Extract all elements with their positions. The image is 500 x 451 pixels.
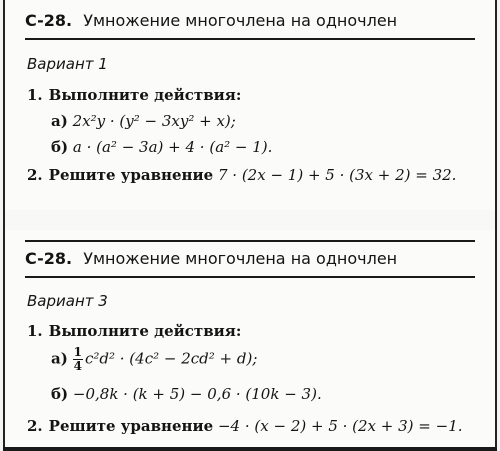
task-1-item-b [51, 385, 322, 403]
section-divider-gap [5, 210, 495, 230]
item-expression: c²d² · (4c² − 2cd² + d); [84, 349, 258, 368]
item-label: а) [51, 112, 68, 130]
item-expression: −0,8k · (k + 5) − 0,6 · (10k − 3). [72, 385, 322, 403]
section-title: Умножение многочлена на одночлен [83, 11, 398, 30]
variant-3-section [5, 230, 495, 451]
task-2 [27, 166, 456, 184]
task-expression: 7 · (2x − 1) + 5 · (3x + 2) = 32. [217, 166, 457, 184]
fraction [73, 346, 83, 373]
task-1-item-a [51, 112, 236, 130]
variant-label: Вариант 3 [27, 292, 108, 310]
section-title: Умножение многочлена на одночлен [83, 249, 398, 268]
task-number: 1. [27, 86, 43, 104]
task-1 [27, 322, 241, 340]
fraction-denominator: 4 [73, 359, 82, 373]
fraction-numerator: 1 [73, 345, 82, 359]
section-header [25, 4, 475, 40]
task-instruction: Решите уравнение [48, 166, 214, 184]
worksheet-page [3, 0, 497, 451]
item-expression: 2x²y · (y² − 3xy² + x); [72, 112, 236, 130]
task-1 [27, 86, 241, 104]
task-instruction: Выполните действия: [48, 322, 242, 340]
section-code: C-28. [25, 11, 73, 30]
task-number: 1. [27, 322, 43, 340]
task-1-item-a [51, 346, 257, 373]
task-expression: −4 · (x − 2) + 5 · (2x + 3) = −1. [217, 417, 463, 435]
section-header [25, 240, 475, 278]
task-instruction: Решите уравнение [48, 417, 214, 435]
item-expression: a · (a² − 3a) + 4 · (a² − 1). [72, 138, 273, 156]
task-2 [27, 417, 463, 435]
variant-1-section [5, 0, 495, 210]
item-label: б) [51, 138, 69, 156]
task-number: 2. [27, 417, 43, 435]
item-label: а) [51, 349, 68, 368]
bottom-border [3, 447, 497, 451]
variant-label: Вариант 1 [27, 55, 108, 73]
task-1-item-b [51, 138, 272, 156]
task-number: 2. [27, 166, 43, 184]
section-code: C-28. [25, 249, 73, 268]
task-instruction: Выполните действия: [48, 86, 242, 104]
item-label: б) [51, 385, 69, 403]
